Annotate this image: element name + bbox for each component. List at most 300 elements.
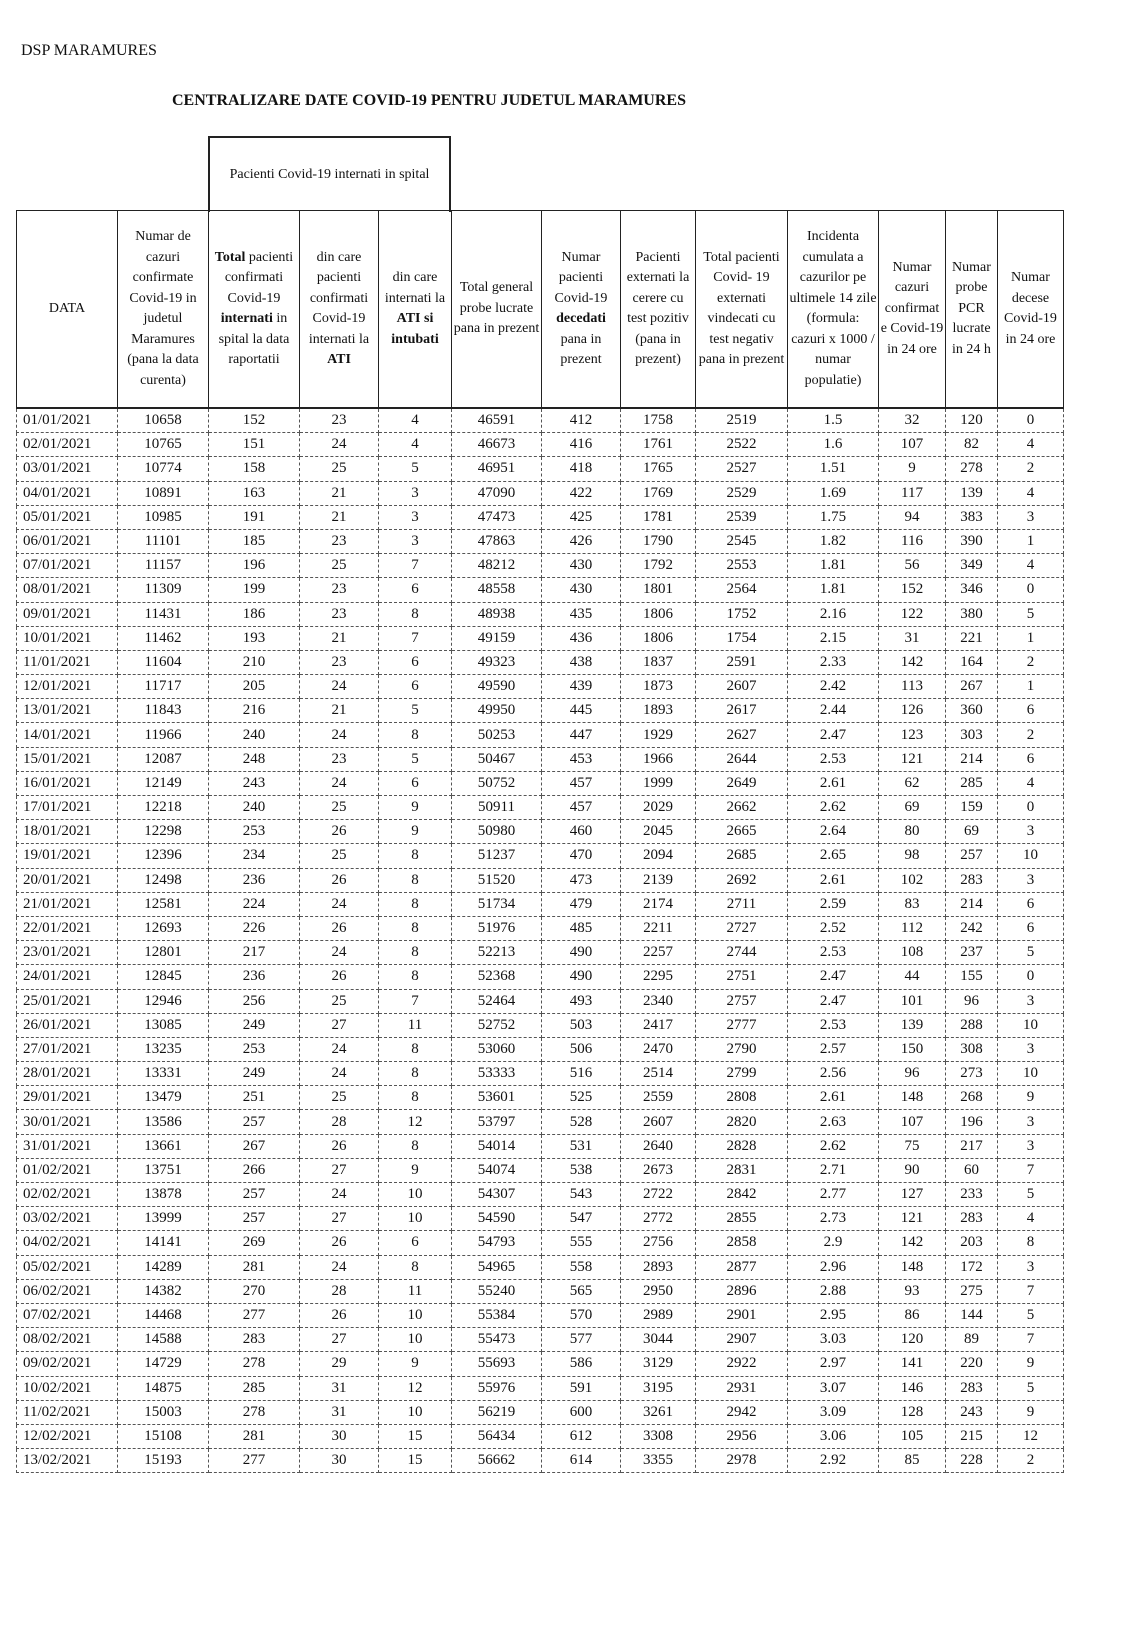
- cell-cazuri: 12149: [118, 771, 209, 795]
- cell-data: 21/01/2021: [17, 892, 118, 916]
- cell-cazuri: 12801: [118, 941, 209, 965]
- cell-decedati: 479: [542, 892, 621, 916]
- cell-decedati: 470: [542, 844, 621, 868]
- cell-cazuri: 10765: [118, 433, 209, 457]
- cell-pcr-24h: 283: [946, 868, 998, 892]
- cell-pcr-24h: 220: [946, 1352, 998, 1376]
- cell-incidenta: 1.69: [788, 481, 879, 505]
- cell-probe: 47090: [452, 481, 542, 505]
- cell-vindecati: 2617: [696, 699, 788, 723]
- cell-data: 30/01/2021: [17, 1110, 118, 1134]
- table-row: [17, 650, 1064, 674]
- cell-data: 03/01/2021: [17, 457, 118, 481]
- cell-cazuri: 12693: [118, 916, 209, 940]
- cell-decese-24h: 12: [998, 1424, 1064, 1448]
- cell-pcr-24h: 278: [946, 457, 998, 481]
- cell-cazuri-24h: 102: [879, 868, 946, 892]
- table-row: [17, 1303, 1064, 1327]
- cell-incidenta: 2.88: [788, 1279, 879, 1303]
- cell-incidenta: 2.65: [788, 844, 879, 868]
- cell-data: 12/02/2021: [17, 1424, 118, 1448]
- cell-intubati: 8: [379, 916, 452, 940]
- cell-probe: 54307: [452, 1183, 542, 1207]
- cell-internati: 240: [209, 796, 300, 820]
- cell-decedati: 591: [542, 1376, 621, 1400]
- cell-vindecati: 2727: [696, 916, 788, 940]
- cell-externati-cerere: 3308: [621, 1424, 696, 1448]
- cell-externati-cerere: 2673: [621, 1158, 696, 1182]
- cell-ati: 25: [300, 796, 379, 820]
- cell-ati: 27: [300, 1207, 379, 1231]
- covid-data-table: [16, 210, 1064, 1473]
- cell-vindecati: 2644: [696, 747, 788, 771]
- hospitalized-group-header: [208, 136, 451, 212]
- cell-externati-cerere: 3195: [621, 1376, 696, 1400]
- cell-pcr-24h: 268: [946, 1086, 998, 1110]
- cell-internati: 267: [209, 1134, 300, 1158]
- cell-decedati: 506: [542, 1037, 621, 1061]
- cell-internati: 253: [209, 1037, 300, 1061]
- cell-externati-cerere: 2174: [621, 892, 696, 916]
- cell-probe: 46951: [452, 457, 542, 481]
- cell-intubati: 8: [379, 941, 452, 965]
- cell-internati: 251: [209, 1086, 300, 1110]
- cell-internati: 236: [209, 868, 300, 892]
- table-row: [17, 1207, 1064, 1231]
- cell-externati-cerere: 1769: [621, 481, 696, 505]
- cell-probe: 46591: [452, 408, 542, 433]
- cell-externati-cerere: 1801: [621, 578, 696, 602]
- cell-incidenta: 2.77: [788, 1183, 879, 1207]
- cell-intubati: 6: [379, 650, 452, 674]
- cell-vindecati: 2931: [696, 1376, 788, 1400]
- cell-internati: 270: [209, 1279, 300, 1303]
- cell-cazuri-24h: 96: [879, 1062, 946, 1086]
- cell-cazuri-24h: 148: [879, 1086, 946, 1110]
- cell-intubati: 12: [379, 1376, 452, 1400]
- cell-probe: 53060: [452, 1037, 542, 1061]
- cell-pcr-24h: 233: [946, 1183, 998, 1207]
- header-text: Total pacienti Covid- 19 externati vindecati cu test negativ pana in prezent: [698, 249, 785, 367]
- cell-probe: 53797: [452, 1110, 542, 1134]
- cell-cazuri: 11101: [118, 529, 209, 553]
- cell-data: 27/01/2021: [17, 1037, 118, 1061]
- table-row: [17, 457, 1064, 481]
- cell-externati-cerere: 1837: [621, 650, 696, 674]
- cell-intubati: 8: [379, 892, 452, 916]
- cell-data: 16/01/2021: [17, 771, 118, 795]
- cell-decedati: 473: [542, 868, 621, 892]
- cell-pcr-24h: 346: [946, 578, 998, 602]
- cell-externati-cerere: 1929: [621, 723, 696, 747]
- table-row: [17, 1376, 1064, 1400]
- cell-intubati: 4: [379, 433, 452, 457]
- cell-cazuri: 11157: [118, 554, 209, 578]
- cell-probe: 49950: [452, 699, 542, 723]
- cell-incidenta: 2.47: [788, 989, 879, 1013]
- cell-probe: 50752: [452, 771, 542, 795]
- table-row: [17, 1400, 1064, 1424]
- cell-decedati: 436: [542, 626, 621, 650]
- cell-internati: 281: [209, 1424, 300, 1448]
- cell-decese-24h: 1: [998, 675, 1064, 699]
- table-row: [17, 433, 1064, 457]
- cell-intubati: 11: [379, 1013, 452, 1037]
- cell-data: 12/01/2021: [17, 675, 118, 699]
- column-header-probe: [452, 211, 542, 409]
- cell-vindecati: 2842: [696, 1183, 788, 1207]
- cell-intubati: 8: [379, 844, 452, 868]
- cell-cazuri: 10985: [118, 505, 209, 529]
- cell-intubati: 3: [379, 505, 452, 529]
- cell-decedati: 430: [542, 578, 621, 602]
- table-row: [17, 796, 1064, 820]
- column-header-data: [17, 211, 118, 409]
- cell-internati: 151: [209, 433, 300, 457]
- cell-pcr-24h: 243: [946, 1400, 998, 1424]
- cell-cazuri-24h: 62: [879, 771, 946, 795]
- table-row: [17, 941, 1064, 965]
- cell-intubati: 9: [379, 1352, 452, 1376]
- cell-probe: 56434: [452, 1424, 542, 1448]
- cell-internati: 278: [209, 1352, 300, 1376]
- cell-externati-cerere: 1806: [621, 626, 696, 650]
- cell-incidenta: 2.61: [788, 868, 879, 892]
- cell-intubati: 8: [379, 1037, 452, 1061]
- cell-vindecati: 2942: [696, 1400, 788, 1424]
- cell-cazuri-24h: 142: [879, 1231, 946, 1255]
- cell-data: 22/01/2021: [17, 916, 118, 940]
- table-row: [17, 626, 1064, 650]
- cell-incidenta: 1.82: [788, 529, 879, 553]
- cell-cazuri-24h: 127: [879, 1183, 946, 1207]
- cell-pcr-24h: 69: [946, 820, 998, 844]
- cell-cazuri: 14382: [118, 1279, 209, 1303]
- cell-decedati: 418: [542, 457, 621, 481]
- cell-ati: 27: [300, 1328, 379, 1352]
- cell-pcr-24h: 273: [946, 1062, 998, 1086]
- cell-internati: 240: [209, 723, 300, 747]
- cell-vindecati: 2777: [696, 1013, 788, 1037]
- cell-externati-cerere: 2772: [621, 1207, 696, 1231]
- cell-decese-24h: 3: [998, 1134, 1064, 1158]
- cell-intubati: 10: [379, 1328, 452, 1352]
- cell-decese-24h: 10: [998, 1013, 1064, 1037]
- cell-cazuri-24h: 83: [879, 892, 946, 916]
- cell-data: 14/01/2021: [17, 723, 118, 747]
- header-text: Total: [214, 249, 246, 265]
- header-text: pacienti confirmati Covid-19: [224, 249, 294, 306]
- cell-incidenta: 3.09: [788, 1400, 879, 1424]
- cell-pcr-24h: 237: [946, 941, 998, 965]
- header-text: Numar pacienti Covid-19: [554, 249, 608, 306]
- cell-decese-24h: 1: [998, 626, 1064, 650]
- cell-intubati: 8: [379, 602, 452, 626]
- cell-internati: 217: [209, 941, 300, 965]
- cell-intubati: 8: [379, 1086, 452, 1110]
- cell-intubati: 6: [379, 771, 452, 795]
- cell-pcr-24h: 214: [946, 892, 998, 916]
- table-row: [17, 554, 1064, 578]
- table-row: [17, 1424, 1064, 1448]
- cell-intubati: 8: [379, 1062, 452, 1086]
- cell-data: 05/01/2021: [17, 505, 118, 529]
- cell-internati: 236: [209, 965, 300, 989]
- cell-internati: 199: [209, 578, 300, 602]
- cell-ati: 25: [300, 989, 379, 1013]
- group-header-label: Pacienti Covid-19 internati in spital: [229, 167, 430, 182]
- table-row: [17, 1328, 1064, 1352]
- cell-decese-24h: 1: [998, 529, 1064, 553]
- cell-decese-24h: 9: [998, 1086, 1064, 1110]
- cell-externati-cerere: 1999: [621, 771, 696, 795]
- cell-probe: 56662: [452, 1449, 542, 1473]
- header-text: din care internati la: [384, 270, 446, 306]
- cell-cazuri-24h: 113: [879, 675, 946, 699]
- cell-ati: 24: [300, 1037, 379, 1061]
- cell-externati-cerere: 2417: [621, 1013, 696, 1037]
- cell-vindecati: 2545: [696, 529, 788, 553]
- cell-ati: 26: [300, 965, 379, 989]
- cell-vindecati: 2591: [696, 650, 788, 674]
- cell-decese-24h: 3: [998, 1110, 1064, 1134]
- cell-data: 13/01/2021: [17, 699, 118, 723]
- cell-decedati: 565: [542, 1279, 621, 1303]
- cell-vindecati: 2607: [696, 675, 788, 699]
- cell-cazuri: 15003: [118, 1400, 209, 1424]
- cell-data: 10/02/2021: [17, 1376, 118, 1400]
- cell-cazuri-24h: 128: [879, 1400, 946, 1424]
- cell-intubati: 5: [379, 699, 452, 723]
- cell-internati: 210: [209, 650, 300, 674]
- cell-probe: 51520: [452, 868, 542, 892]
- header-text: Numar probe PCR lucrate in 24 h: [952, 259, 991, 357]
- cell-pcr-24h: 215: [946, 1424, 998, 1448]
- cell-decedati: 525: [542, 1086, 621, 1110]
- cell-ati: 26: [300, 820, 379, 844]
- cell-cazuri-24h: 31: [879, 626, 946, 650]
- cell-intubati: 12: [379, 1110, 452, 1134]
- cell-data: 08/01/2021: [17, 578, 118, 602]
- cell-incidenta: 2.15: [788, 626, 879, 650]
- cell-decedati: 430: [542, 554, 621, 578]
- cell-cazuri-24h: 146: [879, 1376, 946, 1400]
- cell-data: 02/02/2021: [17, 1183, 118, 1207]
- cell-pcr-24h: 383: [946, 505, 998, 529]
- cell-cazuri-24h: 139: [879, 1013, 946, 1037]
- cell-intubati: 3: [379, 481, 452, 505]
- cell-data: 09/01/2021: [17, 602, 118, 626]
- cell-probe: 56219: [452, 1400, 542, 1424]
- cell-cazuri-24h: 85: [879, 1449, 946, 1473]
- cell-probe: 54590: [452, 1207, 542, 1231]
- cell-cazuri-24h: 93: [879, 1279, 946, 1303]
- cell-internati: 224: [209, 892, 300, 916]
- cell-probe: 49159: [452, 626, 542, 650]
- cell-decedati: 528: [542, 1110, 621, 1134]
- cell-decese-24h: 5: [998, 941, 1064, 965]
- cell-data: 06/01/2021: [17, 529, 118, 553]
- cell-ati: 24: [300, 1062, 379, 1086]
- cell-externati-cerere: 2559: [621, 1086, 696, 1110]
- cell-vindecati: 2564: [696, 578, 788, 602]
- cell-decedati: 586: [542, 1352, 621, 1376]
- cell-ati: 24: [300, 723, 379, 747]
- header-text: Pacienti externati la cerere cu test pozitiv (pana in prezent): [626, 249, 690, 367]
- cell-incidenta: 2.52: [788, 916, 879, 940]
- cell-externati-cerere: 2950: [621, 1279, 696, 1303]
- cell-data: 20/01/2021: [17, 868, 118, 892]
- cell-intubati: 3: [379, 529, 452, 553]
- cell-probe: 55473: [452, 1328, 542, 1352]
- cell-vindecati: 2820: [696, 1110, 788, 1134]
- cell-internati: 243: [209, 771, 300, 795]
- cell-intubati: 7: [379, 554, 452, 578]
- table-row: [17, 916, 1064, 940]
- cell-decedati: 493: [542, 989, 621, 1013]
- cell-externati-cerere: 1873: [621, 675, 696, 699]
- table-row: [17, 602, 1064, 626]
- cell-ati: 26: [300, 1303, 379, 1327]
- cell-pcr-24h: 275: [946, 1279, 998, 1303]
- cell-decedati: 612: [542, 1424, 621, 1448]
- cell-cazuri: 10774: [118, 457, 209, 481]
- cell-ati: 26: [300, 916, 379, 940]
- header-text: Numar cazuri confirmat e Covid-19 in 24 ore: [880, 259, 944, 357]
- cell-incidenta: 1.81: [788, 578, 879, 602]
- cell-decedati: 547: [542, 1207, 621, 1231]
- cell-incidenta: 2.96: [788, 1255, 879, 1279]
- cell-decedati: 457: [542, 771, 621, 795]
- cell-internati: 257: [209, 1110, 300, 1134]
- cell-ati: 26: [300, 1231, 379, 1255]
- cell-pcr-24h: 349: [946, 554, 998, 578]
- cell-internati: 226: [209, 916, 300, 940]
- column-header-vindecati: [696, 211, 788, 409]
- cell-data: 10/01/2021: [17, 626, 118, 650]
- cell-pcr-24h: 283: [946, 1376, 998, 1400]
- cell-vindecati: 2539: [696, 505, 788, 529]
- cell-intubati: 10: [379, 1183, 452, 1207]
- cell-cazuri: 13235: [118, 1037, 209, 1061]
- cell-cazuri: 11604: [118, 650, 209, 674]
- cell-decese-24h: 0: [998, 408, 1064, 433]
- column-header-cazuri-24h: [879, 211, 946, 409]
- column-header-decedati: [542, 211, 621, 409]
- cell-cazuri-24h: 98: [879, 844, 946, 868]
- cell-ati: 21: [300, 626, 379, 650]
- cell-externati-cerere: 2257: [621, 941, 696, 965]
- header-text: DATA: [48, 300, 86, 316]
- column-header-ati: [300, 211, 379, 409]
- cell-cazuri: 12498: [118, 868, 209, 892]
- cell-externati-cerere: 1781: [621, 505, 696, 529]
- cell-externati-cerere: 2295: [621, 965, 696, 989]
- cell-cazuri: 14588: [118, 1328, 209, 1352]
- cell-probe: 50911: [452, 796, 542, 820]
- cell-data: 08/02/2021: [17, 1328, 118, 1352]
- cell-externati-cerere: 2029: [621, 796, 696, 820]
- cell-decedati: 485: [542, 916, 621, 940]
- cell-vindecati: 2877: [696, 1255, 788, 1279]
- cell-pcr-24h: 89: [946, 1328, 998, 1352]
- cell-cazuri-24h: 123: [879, 723, 946, 747]
- cell-pcr-24h: 203: [946, 1231, 998, 1255]
- cell-pcr-24h: 303: [946, 723, 998, 747]
- cell-incidenta: 2.97: [788, 1352, 879, 1376]
- cell-incidenta: 2.9: [788, 1231, 879, 1255]
- cell-probe: 46673: [452, 433, 542, 457]
- cell-vindecati: 2662: [696, 796, 788, 820]
- cell-decedati: 460: [542, 820, 621, 844]
- cell-cazuri-24h: 105: [879, 1424, 946, 1448]
- cell-incidenta: 2.47: [788, 723, 879, 747]
- cell-probe: 55240: [452, 1279, 542, 1303]
- cell-intubati: 4: [379, 408, 452, 433]
- cell-cazuri: 13751: [118, 1158, 209, 1182]
- cell-decedati: 600: [542, 1400, 621, 1424]
- cell-vindecati: 2896: [696, 1279, 788, 1303]
- cell-externati-cerere: 1806: [621, 602, 696, 626]
- cell-probe: 51237: [452, 844, 542, 868]
- table-row: [17, 723, 1064, 747]
- cell-data: 15/01/2021: [17, 747, 118, 771]
- cell-cazuri: 13479: [118, 1086, 209, 1110]
- table-row: [17, 844, 1064, 868]
- cell-externati-cerere: 2756: [621, 1231, 696, 1255]
- cell-vindecati: 2529: [696, 481, 788, 505]
- cell-externati-cerere: 2607: [621, 1110, 696, 1134]
- cell-ati: 23: [300, 578, 379, 602]
- table-row: [17, 1037, 1064, 1061]
- header-text: Total general probe lucrate pana in prezent: [453, 280, 540, 337]
- cell-ati: 24: [300, 1183, 379, 1207]
- cell-incidenta: 2.59: [788, 892, 879, 916]
- cell-data: 25/01/2021: [17, 989, 118, 1013]
- cell-cazuri: 13661: [118, 1134, 209, 1158]
- cell-incidenta: 2.33: [788, 650, 879, 674]
- cell-vindecati: 2907: [696, 1328, 788, 1352]
- cell-decese-24h: 0: [998, 578, 1064, 602]
- cell-cazuri-24h: 90: [879, 1158, 946, 1182]
- cell-decese-24h: 4: [998, 433, 1064, 457]
- cell-incidenta: 2.64: [788, 820, 879, 844]
- cell-internati: 283: [209, 1328, 300, 1352]
- cell-probe: 49323: [452, 650, 542, 674]
- cell-decese-24h: 3: [998, 505, 1064, 529]
- cell-decese-24h: 3: [998, 868, 1064, 892]
- cell-decese-24h: 2: [998, 1449, 1064, 1473]
- cell-ati: 24: [300, 1255, 379, 1279]
- cell-internati: 256: [209, 989, 300, 1013]
- cell-decese-24h: 5: [998, 1303, 1064, 1327]
- table-row: [17, 1086, 1064, 1110]
- cell-internati: 193: [209, 626, 300, 650]
- cell-probe: 51976: [452, 916, 542, 940]
- cell-vindecati: 2553: [696, 554, 788, 578]
- cell-internati: 257: [209, 1183, 300, 1207]
- cell-decese-24h: 7: [998, 1328, 1064, 1352]
- cell-decedati: 457: [542, 796, 621, 820]
- cell-cazuri-24h: 69: [879, 796, 946, 820]
- cell-probe: 50980: [452, 820, 542, 844]
- cell-cazuri-24h: 142: [879, 650, 946, 674]
- cell-internati: 158: [209, 457, 300, 481]
- cell-incidenta: 1.51: [788, 457, 879, 481]
- cell-cazuri: 13999: [118, 1207, 209, 1231]
- cell-probe: 50253: [452, 723, 542, 747]
- table-row: [17, 1013, 1064, 1037]
